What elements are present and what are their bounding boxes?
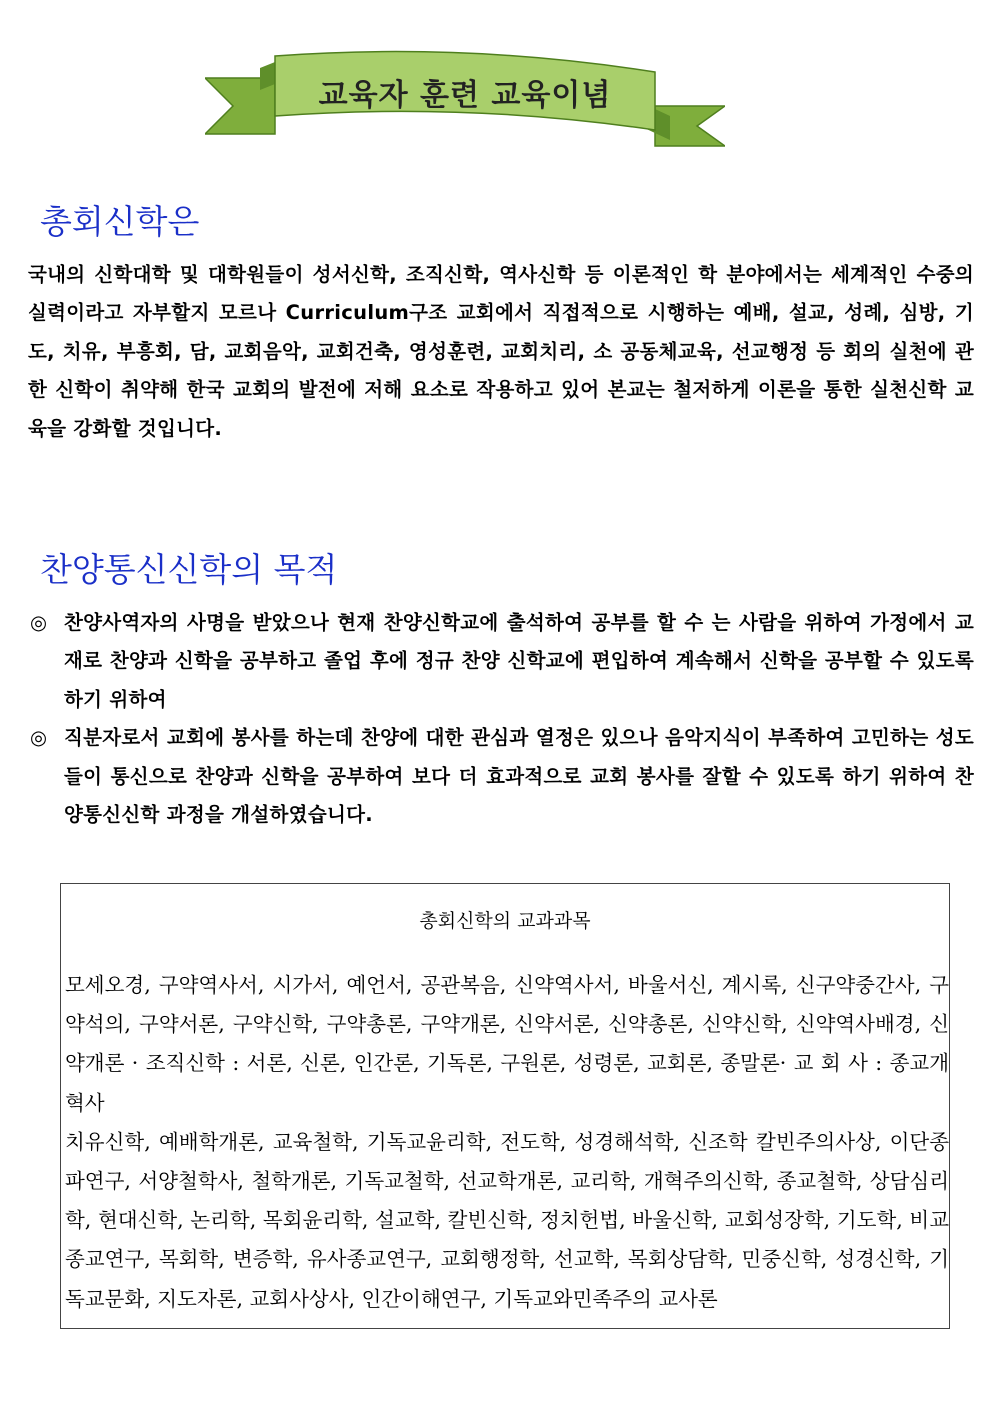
purpose-list — [30, 604, 974, 834]
curriculum-paragraph: 모세오경, 구약역사서, 시가서, 예언서, 공관복음, 신약역사서, 바울서신, 계시록, 신구약중간사, 구약석의, 구약서론, 구약신학, 구약총론, 구약개론, 신약서론, 신약총론, 신약신학, 신약역사배경, 신약개론 · 조직신학 : 서론, 신론, 인간론, 기독론, 구원론, 성령론, 교회론, 종말론· 교 회 사 : 종교개혁사 — [65, 973, 949, 1115]
double-circle-bullet-icon: ◎ — [30, 726, 48, 750]
section-heading-purpose: 찬양통신신학의 목적 — [40, 550, 338, 589]
curriculum-box — [60, 883, 950, 1329]
purpose-item — [30, 719, 974, 834]
curriculum-paragraph: 치유신학, 예배학개론, 교육철학, 기독교윤리학, 전도학, 성경해석학, 신조학 칼빈주의사상, 이단종파연구, 서양철학사, 철학개론, 기독교철학, 선교학개론, 교리학, 개혁주의신학, 종교철학, 상담심리학, 현대신학, 논리학, 목회윤리학, 설교학, 칼빈신학, 정치헌법, 바울신학, 교회성장학, 기도학, 비교종교연구, 목회학, 변증학, 유사종교연구, 교회행정학, 선교학, 목회상담학, 민중신학, 성경신학, 기독교문화, 지도자론, 교회사상사, 인간이해연구, 기독교와민족주의 교사론 — [65, 1129, 949, 1311]
curriculum-title: 총회신학의 교과과목 — [419, 910, 591, 932]
purpose-item-text: 직분자로서 교회에 봉사를 하는데 찬양에 대한 관심과 열정은 있으나 음악지식이 부족하여 고민하는 성도들이 통신으로 찬양과 신학을 공부하여 보다 더 효과적으로 교회 봉사를 잘할 수 있도록 하기 위하여 찬양통신신학 과정을 개설하였습니다. — [64, 726, 974, 827]
purpose-item — [30, 604, 974, 719]
purpose-item-text: 찬양사역자의 사명을 받았으나 현재 찬양신학교에 출석하여 공부를 할 수 는 사람을 위하여 가정에서 교재로 찬양과 신학을 공부하고 졸업 후에 정규 찬양 신학교에 편입하여 계속해서 신학을 공부할 수 있도록 하기 위하여 — [64, 611, 974, 711]
curriculum-body — [65, 966, 949, 1319]
double-circle-bullet-icon: ◎ — [30, 611, 48, 634]
title-banner — [205, 50, 725, 160]
banner-title: 교육자 훈련 교육이념 — [318, 78, 612, 113]
general-theology-paragraph: 국내의 신학대학 및 대학원들이 성서신학, 조직신학, 역사신학 등 이론적인 학 분야에서는 세계적인 수중의 실력이라고 자부할지 모르나 Curriculum구조 교회에서 직접적으로 시행하는 예배, 설교, 성례, 심방, 기도, 치유, 부흥회, 담, 교회음악, 교회건축, 영성훈련, 교회치리, 소 공동체교육, 선교행정 등 회의 실천에 관한 신학이 취약해 한국 교회의 발전에 저해 요소로 작용하고 있어 본교는 철저하게 이론을 통한 실천신학 교육을 강화할 것입니다. — [28, 263, 974, 440]
section-heading-general-theology: 총회신학은 — [40, 202, 200, 241]
